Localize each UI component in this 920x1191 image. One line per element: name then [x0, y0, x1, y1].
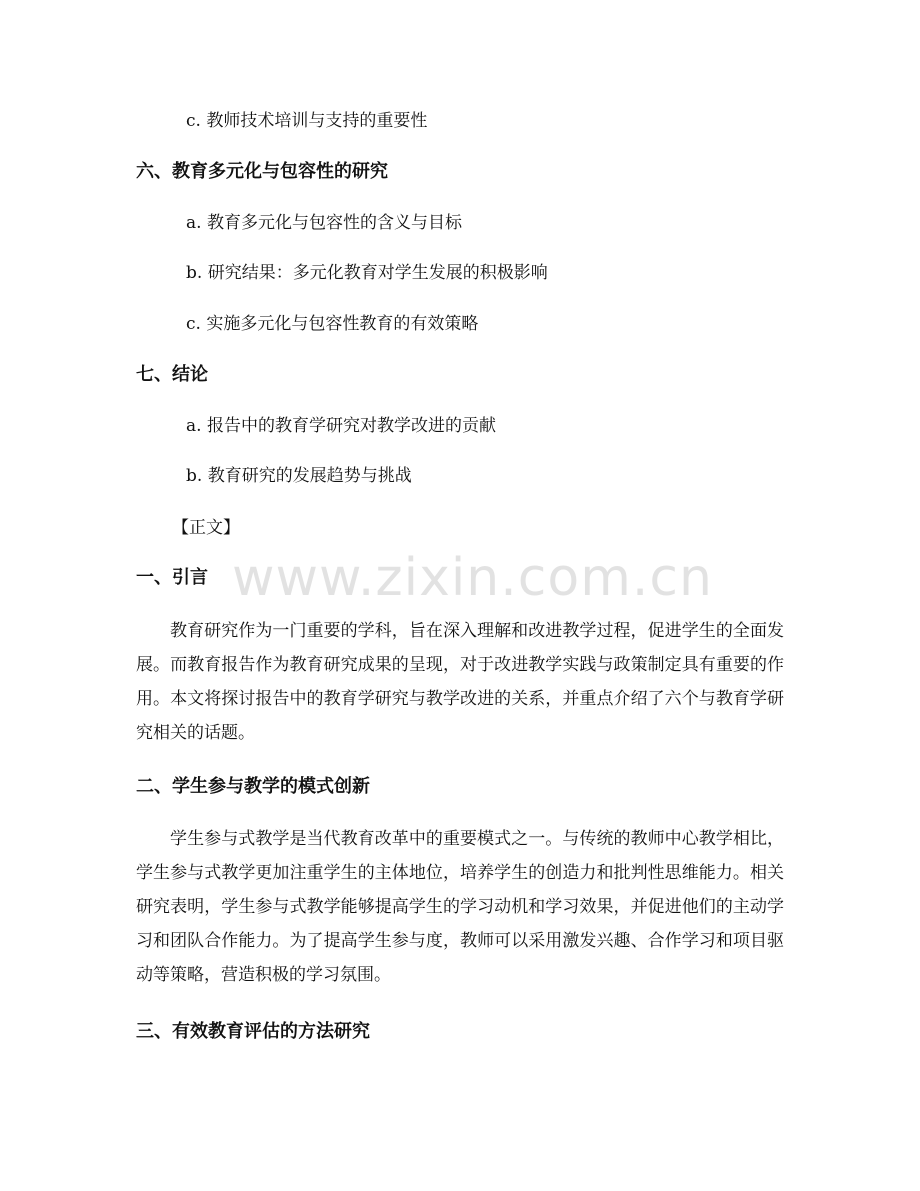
watermark: www.zixin.com.cn — [232, 548, 713, 608]
section-2-heading: 二、学生参与教学的模式创新 — [136, 776, 370, 797]
outline-item-5c: c. 教师技术培训与支持的重要性 — [186, 111, 428, 131]
outline-item-7a: a. 报告中的教育学研究对教学改进的贡献 — [186, 416, 496, 436]
body-marker: 【正文】 — [172, 518, 240, 538]
section-1-text: 教育研究作为一门重要的学科，旨在深入理解和改进教学过程，促进学生的全面发展。而教育报告作为教育研究成果的呈现，对于改进教学实践与政策制定具有重要的作用。本文将探讨报告中的教育学研究与教学改进的关系，并重点介绍了六个与教育学研究相关的话题。 — [136, 621, 784, 743]
outline-item-6a: a. 教育多元化与包容性的含义与目标 — [186, 213, 462, 233]
outline-item-6b: b. 研究结果：多元化教育对学生发展的积极影响 — [186, 263, 548, 283]
outline-item-6c: c. 实施多元化与包容性教育的有效策略 — [186, 314, 479, 334]
section-3-heading: 三、有效教育评估的方法研究 — [136, 1021, 370, 1042]
section-2-text: 学生参与式教学是当代教育改革中的重要模式之一。与传统的教师中心教学相比，学生参与式教学更加注重学生的主体地位，培养学生的创造力和批判性思维能力。相关研究表明，学生参与式教学能够提高学生的学习动机和学习效果，并促进他们的主动学习和团队合作能力。为了提高学生参与度，教师可以采用激发兴趣、合作学习和项目驱动等策略，营造积极的学习氛围。 — [136, 829, 784, 985]
section-2-paragraph — [136, 822, 784, 992]
section-1-paragraph — [136, 614, 784, 750]
section-1-heading: 一、引言 — [136, 567, 208, 588]
section-6-heading: 六、教育多元化与包容性的研究 — [136, 161, 388, 182]
section-7-heading: 七、结论 — [136, 364, 208, 385]
outline-item-7b: b. 教育研究的发展趋势与挑战 — [186, 466, 412, 486]
